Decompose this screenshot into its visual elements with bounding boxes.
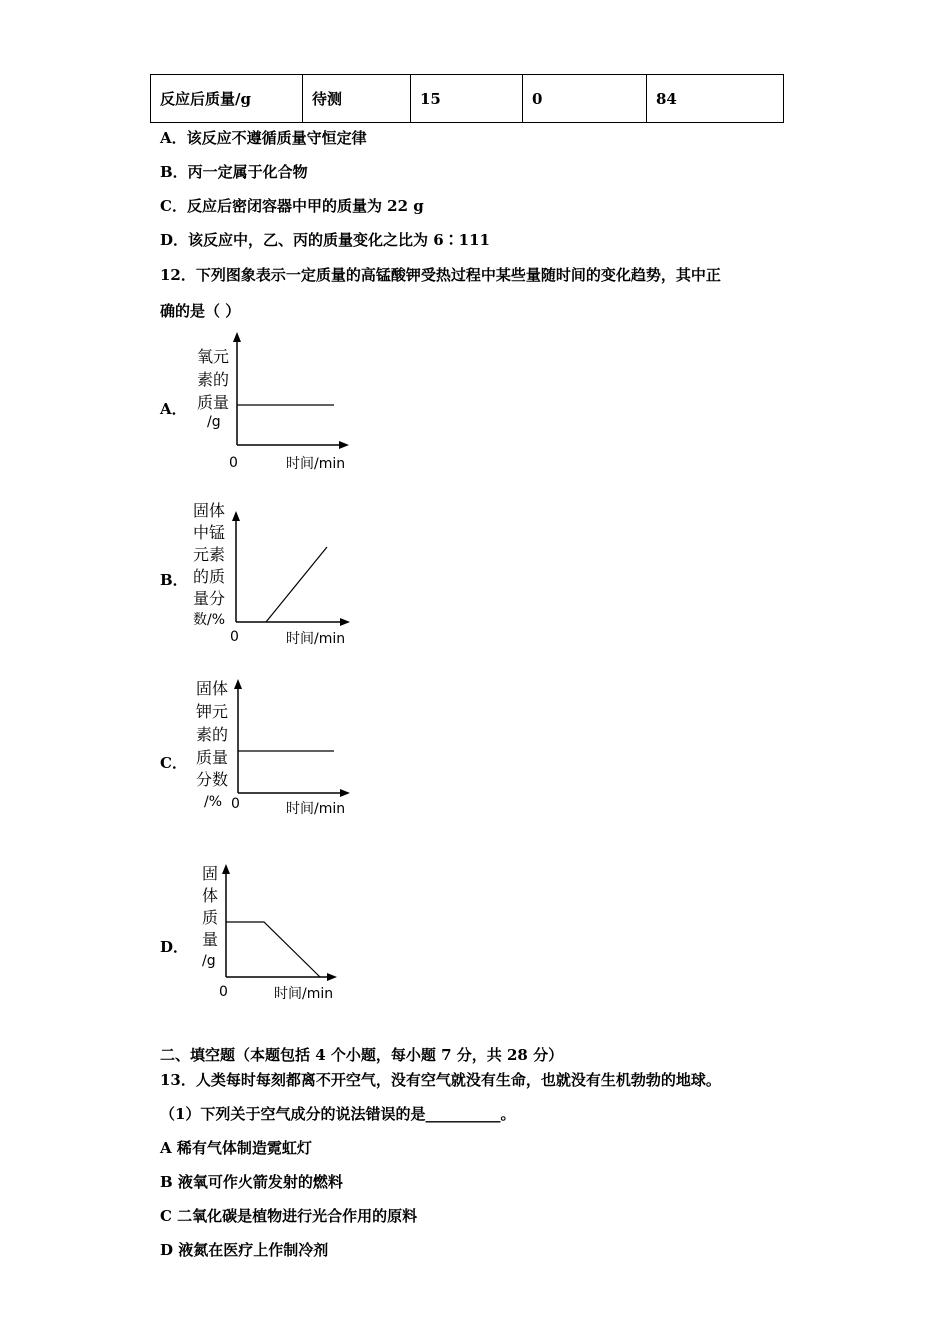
graph-d-ylabel-4: 量 — [202, 930, 219, 949]
q13-option-b: B 液氧可作火箭发射的燃料 — [160, 1173, 343, 1191]
graph-a — [180, 330, 370, 480]
q11-option-c: C．反应后密闭容器中甲的质量为 22 g — [160, 197, 424, 215]
table-row-label: 反应后质量/g — [151, 75, 303, 123]
table-cell: 84 — [647, 75, 784, 123]
graph-d-ylabel-1: 固 — [202, 864, 219, 883]
graph-d-xlabel: 时间/min — [274, 986, 334, 1002]
graph-a-xlabel: 时间/min — [286, 456, 346, 472]
graph-c-ylabel-6: /% — [204, 794, 223, 810]
graph-a-x-arrow — [339, 441, 349, 449]
mass-table — [150, 74, 784, 123]
table-cell: 待测 — [303, 75, 411, 123]
graph-b-y-arrow — [232, 511, 240, 521]
graph-a-ylabel-2: 素的 — [197, 370, 230, 389]
q11-option-b: B．丙一定属于化合物 — [160, 163, 308, 181]
graph-d-origin: 0 — [219, 984, 228, 1000]
graph-a-y-arrow — [233, 332, 241, 342]
graph-b-ylabel-5: 量分 — [193, 589, 226, 608]
graph-b-curve — [266, 547, 327, 622]
q13-sub1: （1）下列关于空气成分的说法错误的是__________。 — [160, 1105, 516, 1123]
graph-c-y-arrow — [234, 679, 242, 689]
table-row — [151, 75, 784, 123]
graph-a-ylabel-4: /g — [207, 414, 221, 430]
graph-b — [180, 498, 370, 654]
graph-b-option-label: B． — [160, 571, 188, 589]
q11-option-a: A．该反应不遵循质量守恒定律 — [160, 129, 367, 147]
graph-d-ylabel-5: /g — [202, 953, 216, 969]
graph-d-option-label: D． — [160, 938, 189, 956]
graph-c-ylabel-5: 分数 — [196, 770, 229, 789]
graph-b-ylabel-1: 固体 — [193, 501, 226, 520]
graph-d-curve — [226, 922, 320, 977]
graph-d-x-arrow — [327, 973, 337, 981]
q11-option-d: D．该反应中，乙、丙的质量变化之比为 6∶111 — [160, 231, 490, 249]
graph-d-ylabel-3: 质 — [202, 908, 219, 927]
q13-option-c: C 二氧化碳是植物进行光合作用的原料 — [160, 1207, 418, 1225]
graph-b-ylabel-3: 元素 — [193, 545, 226, 564]
graph-b-origin: 0 — [230, 629, 239, 645]
graph-c-ylabel-4: 质量 — [196, 748, 229, 767]
graph-c-option-label: C． — [160, 754, 187, 772]
graph-b-ylabel-4: 的质 — [193, 567, 226, 586]
graph-c-x-arrow — [340, 789, 350, 797]
graph-b-ylabel-2: 中锰 — [193, 523, 226, 542]
graph-b-ylabel-6: 数/% — [193, 612, 226, 628]
q13-option-d: D 液氮在医疗上作制冷剂 — [160, 1241, 329, 1259]
q13-option-a: A 稀有气体制造霓虹灯 — [160, 1139, 312, 1157]
graph-a-ylabel-1: 氧元 — [197, 347, 230, 366]
graph-b-xlabel: 时间/min — [286, 631, 346, 647]
graph-c-ylabel-3: 素的 — [196, 725, 229, 744]
graph-c-origin: 0 — [231, 796, 240, 812]
graph-a-ylabel-3: 质量 — [197, 393, 230, 412]
graph-d-ylabel-2: 体 — [202, 886, 219, 905]
graph-d-y-arrow — [222, 864, 230, 874]
section2-heading: 二、填空题（本题包括 4 个小题，每小题 7 分，共 28 分） — [160, 1046, 564, 1064]
table-cell: 0 — [523, 75, 647, 123]
graph-c-xlabel: 时间/min — [286, 801, 346, 817]
graph-b-x-arrow — [340, 618, 350, 626]
q12-stem-line1: 12．下列图象表示一定质量的高锰酸钾受热过程中某些量随时间的变化趋势，其中正 — [160, 266, 721, 284]
graph-c — [180, 672, 370, 824]
q13-stem: 13．人类每时每刻都离不开空气，没有空气就没有生命，也就没有生机勃勃的地球。 — [160, 1071, 721, 1089]
graph-c-ylabel-1: 固体 — [196, 679, 229, 698]
graph-c-ylabel-2: 钾元 — [196, 702, 229, 721]
graph-d — [180, 855, 370, 1011]
graph-a-origin: 0 — [229, 455, 238, 471]
table-cell: 15 — [411, 75, 523, 123]
q12-stem-line2: 确的是（ ） — [160, 302, 241, 320]
graph-a-option-label: A． — [160, 400, 187, 418]
